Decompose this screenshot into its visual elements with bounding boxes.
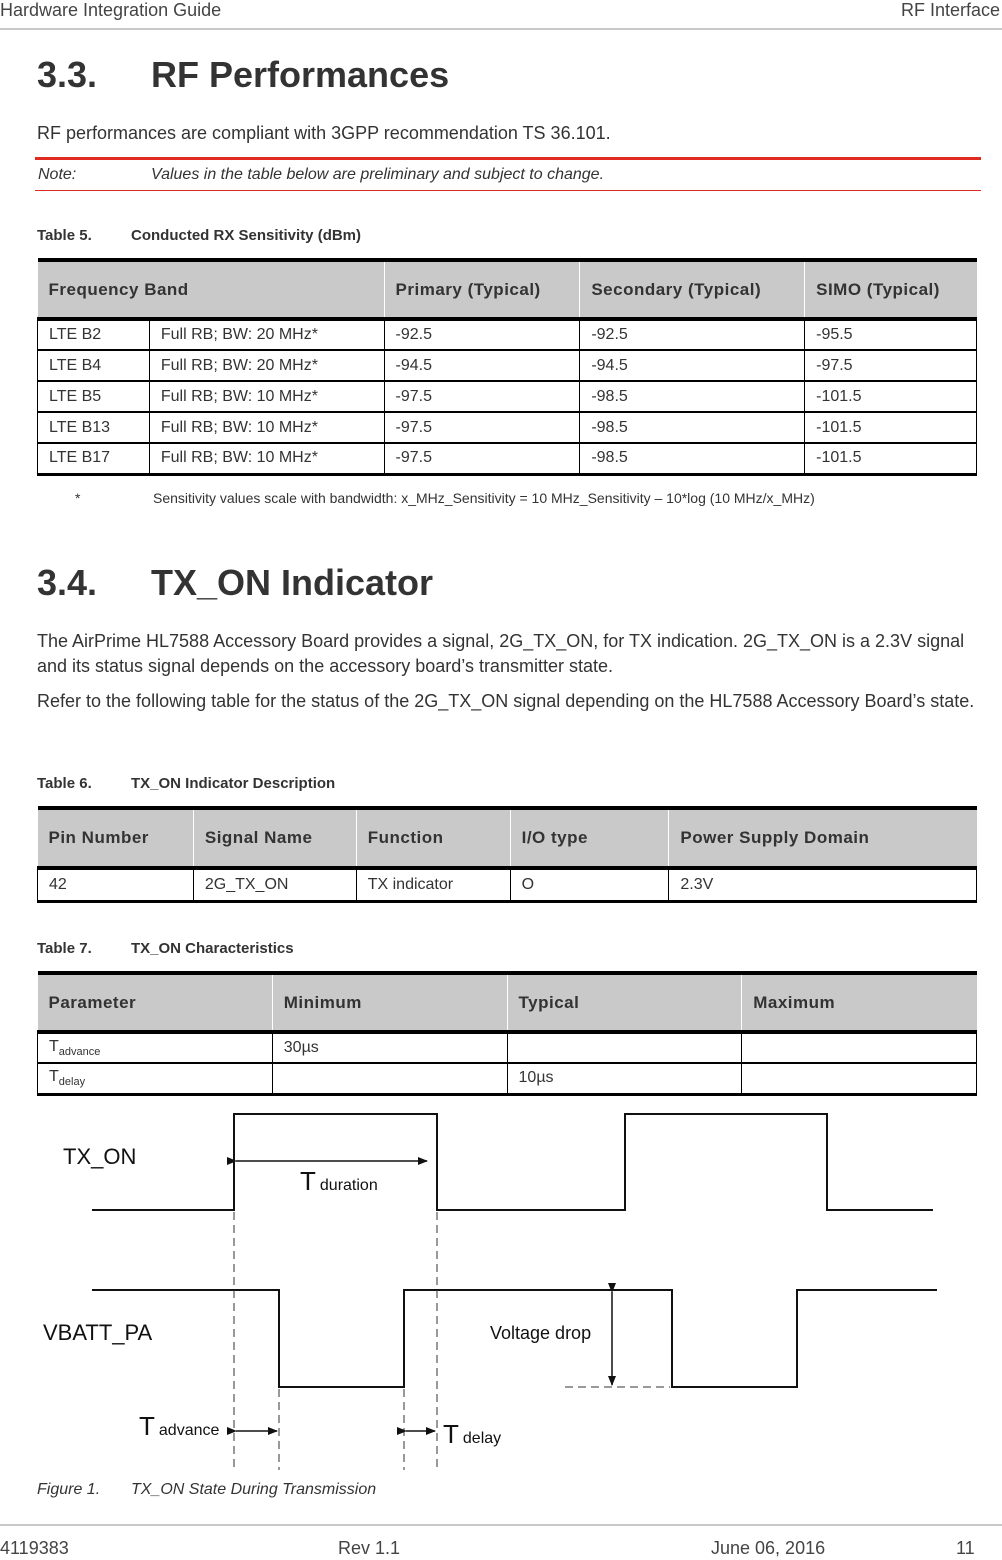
table-header-row [38,808,977,868]
t-advance-label: Tadvance [139,1411,220,1441]
footnote-mark: * [75,490,81,506]
header-parameter: Parameter [38,973,273,1032]
cell-function: TX indicator [356,868,510,901]
table-row [38,1032,977,1063]
figure-title: TX_ON State During Transmission [131,1481,377,1498]
tx-on-label: TX_ON [63,1144,137,1169]
section-3-4-heading [37,562,433,604]
cell-pin: 42 [38,868,194,901]
table-row [38,381,977,412]
tx-on-timing-diagram [0,1100,1002,1475]
cell-simo: -95.5 [805,319,977,350]
cell-band: LTE B5 [38,381,150,412]
table-row [38,1063,977,1094]
header-typical: Typical [507,973,742,1032]
cell-simo: -101.5 [805,412,977,443]
table-row [38,868,977,901]
cell-band: LTE B4 [38,350,150,381]
note-text: Values in the table below are preliminary and subject to change. [151,166,605,183]
footer-page-number: 11 [956,1538,975,1558]
section-title: RF Performances [151,54,450,95]
vbatt-pa-label: VBATT_PA [43,1320,153,1345]
table-number: Table 7. [37,940,92,957]
table-number: Table 5. [37,227,92,244]
cell-minimum [272,1063,507,1094]
header-maximum: Maximum [742,973,977,1032]
cell-secondary: -98.5 [580,443,805,474]
figure-1-caption [37,1481,376,1499]
table-row [38,443,977,474]
cell-secondary: -92.5 [580,319,805,350]
table-row [38,412,977,443]
page-footer [0,1524,1002,1560]
table-title: TX_ON Characteristics [131,940,294,957]
table-number: Table 6. [37,775,92,792]
header-frequency-band: Frequency Band [38,260,385,319]
table-title: TX_ON Indicator Description [131,775,336,792]
header-function: Function [356,808,510,868]
footer-revision: Rev 1.1 [338,1538,401,1558]
table-title: Conducted RX Sensitivity (dBm) [131,227,362,244]
cell-simo: -101.5 [805,381,977,412]
param-symbol: T [49,1037,59,1055]
rx-sensitivity-table [37,258,977,476]
cell-typical: 10µs [507,1063,742,1094]
cell-config: Full RB; BW: 10 MHz* [149,443,384,474]
cell-io: O [510,868,669,901]
header-secondary: Secondary (Typical) [580,260,805,319]
tx-on-characteristics-table [37,971,977,1096]
t-duration-label: Tduration [300,1166,378,1196]
header-io-type: I/O type [510,808,669,868]
section-number: 3.4. [37,562,98,603]
table-5-caption [37,227,361,244]
cell-band: LTE B17 [38,443,150,474]
cell-primary: -97.5 [384,443,580,474]
figure-number: Figure 1. [37,1481,101,1498]
header-primary: Primary (Typical) [384,260,580,319]
footer-date: June 06, 2016 [711,1538,826,1558]
header-power-domain: Power Supply Domain [669,808,977,868]
cell-secondary: -94.5 [580,350,805,381]
section-3-3-heading [37,54,449,96]
rf-intro-paragraph: RF performances are compliant with 3GPP recommendation TS 36.101. [37,123,611,143]
param-subscript: advance [58,1046,101,1059]
cell-maximum [742,1032,977,1063]
footer-doc-number: 4119383 [0,1538,69,1558]
cell-simo: -97.5 [805,350,977,381]
cell-primary: -92.5 [384,319,580,350]
cell-band: LTE B13 [38,412,150,443]
cell-secondary: -98.5 [580,381,805,412]
param-subscript: delay [58,1076,86,1089]
note-box [35,157,981,191]
cell-maximum [742,1063,977,1094]
cell-minimum: 30µs [272,1032,507,1063]
cell-signal: 2G_TX_ON [193,868,356,901]
table-6-caption [37,775,335,792]
note-label: Note: [38,166,77,183]
cell-simo: -101.5 [805,443,977,474]
header-signal-name: Signal Name [193,808,356,868]
tx-on-paragraph-2: Refer to the following table for the status of the 2G_TX_ON signal depending on the HL7588 Accessory Board’s state. [37,691,975,711]
page-header [0,0,1002,30]
section-title: TX_ON Indicator [151,562,434,603]
table-header-row [38,260,977,319]
t-delay-label: Tdelay [443,1419,502,1449]
cell-config: Full RB; BW: 10 MHz* [149,412,384,443]
cell-parameter [38,1032,273,1063]
cell-primary: -97.5 [384,381,580,412]
cell-band: LTE B2 [38,319,150,350]
cell-primary: -94.5 [384,350,580,381]
header-simo: SIMO (Typical) [805,260,977,319]
tx-on-paragraph-1: The AirPrime HL7588 Accessory Board provides a signal, 2G_TX_ON, for TX indication. 2G_TX_ON is a 2.3V signal and its status signal depends on the accessory board’s transmitter state. [37,631,965,676]
header-doc-title: Hardware Integration Guide [0,0,222,20]
cell-typical [507,1032,742,1063]
param-symbol: T [49,1068,59,1086]
cell-config: Full RB; BW: 10 MHz* [149,381,384,412]
header-chapter: RF Interface [900,0,1000,20]
table-header-row [38,973,977,1032]
table-row [38,319,977,350]
cell-parameter [38,1063,273,1094]
voltage-drop-label: Voltage drop [490,1323,592,1343]
footnote-text: Sensitivity values scale with bandwidth: x_MHz_Sensitivity = 10 MHz_Sensitivity – 10*log (10 MHz/x_MHz) [153,490,815,506]
header-minimum: Minimum [272,973,507,1032]
header-pin-number: Pin Number [38,808,194,868]
table-7-caption [37,940,294,957]
cell-primary: -97.5 [384,412,580,443]
section-number: 3.3. [37,54,98,95]
tx-on-waveform [92,1114,933,1210]
cell-domain: 2.3V [669,868,977,901]
cell-config: Full RB; BW: 20 MHz* [149,350,384,381]
table-row [38,350,977,381]
cell-secondary: -98.5 [580,412,805,443]
tx-on-indicator-table [37,806,977,903]
cell-config: Full RB; BW: 20 MHz* [149,319,384,350]
